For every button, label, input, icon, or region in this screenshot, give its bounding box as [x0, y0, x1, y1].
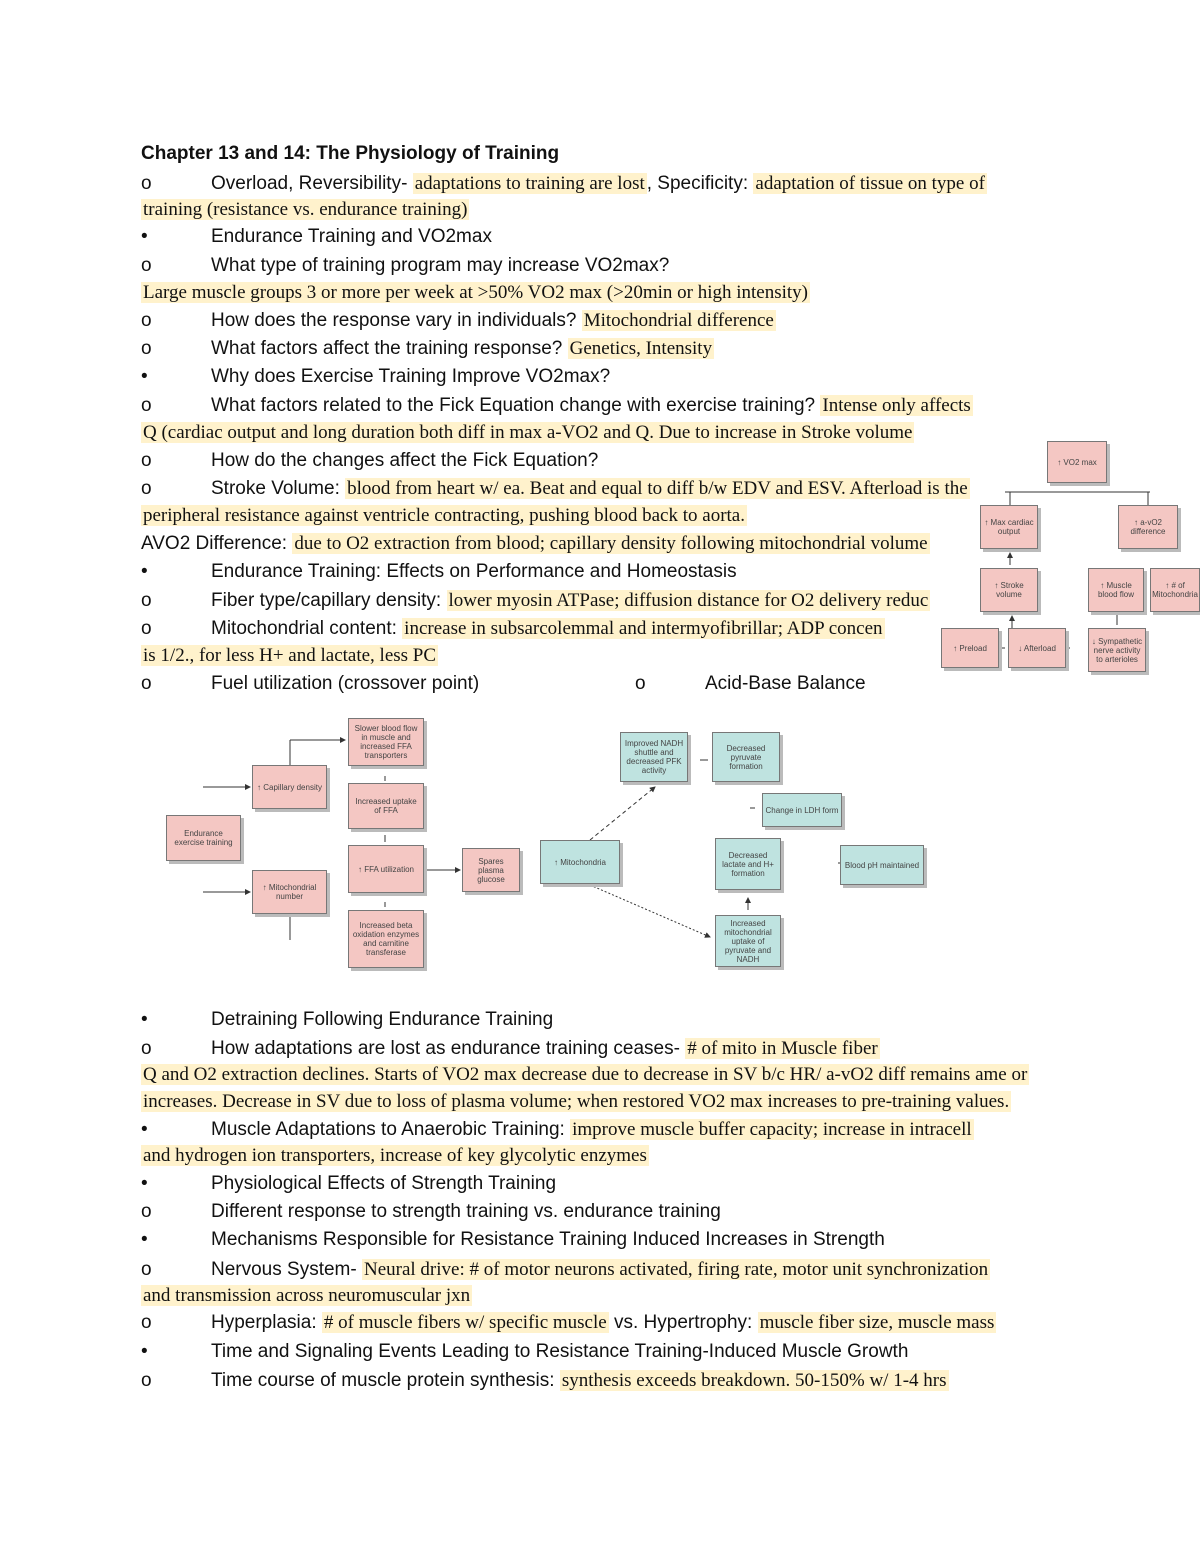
fick-box-preload: ↑ Preload: [941, 628, 999, 668]
item-text: Why does Exercise Training Improve VO2max?: [211, 366, 611, 387]
bullet-marker: o: [141, 1038, 152, 1059]
bullet-marker: •: [141, 226, 148, 247]
highlight-note: blood from heart w/ ea. Beat and equal to diff b/w EDV and ESV. Afterload is the: [347, 478, 968, 499]
continuation-text: Q (cardiac output and long duration both diff in max a-VO2 and Q. Due to increase in Stroke volume: [143, 422, 913, 443]
highlight-note: # of muscle fibers w/ specific muscle: [323, 1312, 607, 1333]
fick-box-cardiac-output: ↑ Max cardiac output: [980, 505, 1038, 549]
acid-box-change-ldh: Change in LDH form: [762, 793, 842, 827]
item-text: How adaptations are lost as endurance training ceases- # of mito in Muscle fiber: [211, 1038, 878, 1059]
continuation-text: is 1/2., for less H+ and lactate, less PC: [143, 645, 437, 666]
bullet-marker: o: [141, 338, 152, 359]
item-text: Fuel utilization (crossover point): [211, 673, 480, 694]
item-text: Stroke Volume: blood from heart w/ ea. Beat and equal to diff b/w EDV and ESV. Afterload is the: [211, 478, 968, 499]
highlight-note: Genetics, Intensity: [569, 338, 713, 359]
bullet-marker: •: [141, 561, 148, 582]
bullet-marker: o: [141, 255, 152, 276]
bullet-marker: •: [141, 366, 148, 387]
highlight-note: Neural drive: # of motor neurons activated, firing rate, motor unit synchronization: [363, 1259, 989, 1280]
bullet-marker: o: [141, 310, 152, 331]
highlight-note: muscle fiber size, muscle mass: [759, 1312, 995, 1333]
item-text: Overload, Reversibility- adaptations to training are lost , Specificity: adaptation of tissue on type of: [211, 173, 985, 194]
fuel-box-beta-ox: Increased beta oxidation enzymes and carnitine transferase: [348, 910, 424, 968]
continuation-text: and hydrogen ion transporters, increase of key glycolytic enzymes: [143, 1145, 647, 1166]
bullet-marker: o: [141, 173, 152, 194]
bullet-marker: o: [141, 395, 152, 416]
continuation-text: peripheral resistance against ventricle contracting, pushing blood back to aorta.: [143, 505, 745, 526]
acid-box-decreased-pyruvate: Decreased pyruvate formation: [712, 732, 780, 782]
continuation-text: Large muscle groups 3 or more per week at >50% VO2 max (>20min or high intensity): [143, 282, 808, 303]
bullet-marker: o: [141, 673, 152, 694]
acid-box-improved-nadh: Improved NADH shuttle and decreased PFK activity: [620, 732, 688, 782]
highlight-note: increase in subsarcolemmal and intermyofibrillar; ADP concen: [404, 618, 883, 639]
bullet-marker: o: [141, 618, 152, 639]
continuation-text: Q and O2 extraction declines. Starts of VO2 max decrease due to decrease in SV b/c HR/ a-vO2 diff remains ame or: [143, 1064, 1028, 1085]
bullet-marker: •: [141, 1341, 148, 1362]
highlight-note: lower myosin ATPase; diffusion distance for O2 delivery reduc: [448, 590, 929, 611]
fick-box-stroke-volume: ↑ Stroke volume: [980, 568, 1038, 612]
item-text: Muscle Adaptations to Anaerobic Training: improve muscle buffer capacity; increase in intracell: [211, 1119, 972, 1140]
fuel-box-increase-ffa: Increased uptake of FFA: [348, 783, 424, 829]
item-text: Endurance Training and VO2max: [211, 226, 492, 247]
bullet-marker: o: [141, 450, 152, 471]
fick-box-vo2max: ↑ VO2 max: [1047, 441, 1107, 483]
item-text: What factors affect the training response? Genetics, Intensity: [211, 338, 713, 359]
fuel-box-spares-glucose: Spares plasma glucose: [462, 848, 520, 892]
highlight-note: # of mito in Muscle fiber: [687, 1038, 878, 1059]
acid-box-mitochondria: ↑ Mitochondria: [540, 840, 620, 884]
highlight-note: synthesis exceeds breakdown. 50-150% w/ 1-4 hrs: [561, 1370, 947, 1391]
bullet-marker: •: [141, 1173, 148, 1194]
bullet-marker: o: [141, 478, 152, 499]
item-text: Detraining Following Endurance Training: [211, 1009, 554, 1030]
item-text: Time and Signaling Events Leading to Resistance Training-Induced Muscle Growth: [211, 1341, 909, 1362]
bullet-marker: •: [141, 1119, 148, 1140]
item-text: Fiber type/capillary density: lower myosin ATPase; diffusion distance for O2 delivery reduc: [211, 590, 929, 611]
fuel-box-mito-number: ↑ Mitochondrial number: [252, 870, 327, 914]
fuel-box-capillary: ↑ Capillary density: [252, 765, 327, 809]
acid-box-blood-ph: Blood pH maintained: [840, 845, 924, 885]
continuation-text: training (resistance vs. endurance training): [143, 199, 468, 220]
continuation-text: and transmission across neuromuscular jxn: [143, 1285, 471, 1306]
outline-item: AVO2 Difference: due to O2 extraction from blood; capillary density following mitochondrial volume: [141, 533, 928, 554]
item-text: Mechanisms Responsible for Resistance Training Induced Increases in Strength: [211, 1229, 885, 1250]
acid-box-decreased-lactate: Decreased lactate and H+ formation: [715, 838, 781, 890]
item-text: Different response to strength training vs. endurance training: [211, 1201, 721, 1222]
fuel-box-endurance: Endurance exercise training: [166, 815, 241, 861]
bullet-marker: o: [141, 590, 152, 611]
bullet-marker: o: [141, 1201, 152, 1222]
item-text: What type of training program may increase VO2max?: [211, 255, 670, 276]
fuel-box-slower-flow: Slower blood flow in muscle and increased FFA transporters: [348, 718, 424, 766]
page-title: Chapter 13 and 14: The Physiology of Training: [141, 143, 560, 164]
bullet-marker: o: [141, 1312, 152, 1333]
item-text: What factors related to the Fick Equation change with exercise training? Intense only affects: [211, 395, 971, 416]
item-text: Acid-Base Balance: [705, 673, 866, 694]
item-text: Hyperplasia: # of muscle fibers w/ specific muscle vs. Hypertrophy: muscle fiber size, muscle mass: [211, 1312, 995, 1333]
item-text: Endurance Training: Effects on Performance and Homeostasis: [211, 561, 737, 582]
fick-box-mitochondria: ↑ # of Mitochondria: [1150, 568, 1200, 612]
highlight-note: Intense only affects: [822, 395, 971, 416]
continuation-text: increases. Decrease in SV due to loss of plasma volume; when restored VO2 max increases to pre-training values.: [143, 1091, 1010, 1112]
fick-box-muscle-blood-flow: ↑ Muscle blood flow: [1088, 568, 1144, 612]
item-text: Mitochondrial content: increase in subsarcolemmal and intermyofibrillar; ADP concen: [211, 618, 883, 639]
item-text: Nervous System- Neural drive: # of motor neurons activated, firing rate, motor unit synchronization: [211, 1259, 989, 1280]
fick-box-afterload: ↓ Afterload: [1008, 628, 1066, 668]
bullet-marker: •: [141, 1229, 148, 1250]
fick-box-sympathetic: ↓ Sympathetic nerve activity to arterioles: [1088, 628, 1146, 672]
highlight-note: adaptation of tissue on type of: [755, 173, 985, 194]
item-text: How does the response vary in individuals? Mitochondrial difference: [211, 310, 774, 331]
bullet-marker: o: [635, 673, 646, 694]
highlight-note: Mitochondrial difference: [583, 310, 774, 331]
highlight-note: adaptations to training are lost: [414, 173, 645, 194]
fick-box-avo2: ↑ a-vO2 difference: [1118, 505, 1178, 549]
item-text: Time course of muscle protein synthesis: synthesis exceeds breakdown. 50-150% w/ 1-4 hrs: [211, 1370, 947, 1391]
item-text: Physiological Effects of Strength Training: [211, 1173, 557, 1194]
acid-box-increased-uptake: Increased mitochondrial uptake of pyruvate and NADH: [715, 915, 781, 967]
bullet-marker: o: [141, 1259, 152, 1280]
highlight-note: improve muscle buffer capacity; increase in intracell: [572, 1119, 972, 1140]
highlight-note: due to O2 extraction from blood; capillary density following mitochondrial volume: [294, 533, 928, 554]
item-text: How do the changes affect the Fick Equation?: [211, 450, 599, 471]
fuel-box-ffa-util: ↑ FFA utilization: [348, 845, 424, 893]
bullet-marker: •: [141, 1009, 148, 1030]
bullet-marker: o: [141, 1370, 152, 1391]
